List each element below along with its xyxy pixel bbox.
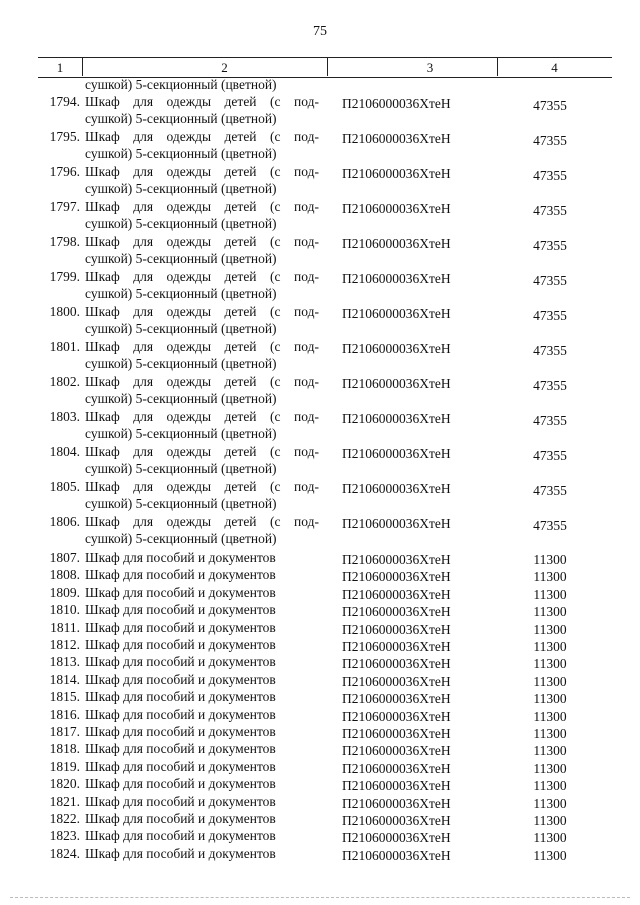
row-price: 11300 [533, 813, 567, 828]
row-code: П2106000036ХтеН [342, 481, 451, 496]
header-col-3: 3 [426, 60, 434, 75]
row-name-line-2: сушкой) 5-секционный (цветной) [85, 391, 277, 406]
row-name-line-2: сушкой) 5-секционный (цветной) [85, 111, 277, 126]
row-number: 1815. [49, 689, 80, 705]
row-number: 1795. [49, 129, 80, 144]
row-name-line-1: Шкаф для одежды детей (с под- [85, 94, 319, 109]
row-name: Шкаф для пособий и документов [85, 637, 276, 652]
row-number: 1823. [49, 828, 80, 844]
row-code: П2106000036ХтеН [342, 621, 451, 637]
row-code: П2106000036ХтеН [342, 271, 451, 286]
row-number: 1805. [49, 479, 80, 494]
row-code: П2106000036ХтеН [342, 552, 451, 567]
row-name [85, 513, 319, 547]
row-price: 11300 [533, 708, 567, 724]
row-code: П2106000036ХтеН [342, 201, 451, 216]
row-number: 1824. [49, 845, 80, 861]
row-name: Шкаф для пособий и документов [85, 811, 276, 826]
row-name-line-1: Шкаф для одежды детей (с под- [85, 234, 319, 249]
row-number: 1811. [50, 619, 80, 635]
row-price: 11300 [533, 691, 567, 707]
row-name: Шкаф для пособий и документов [85, 602, 276, 618]
row-code: П2106000036ХтеН [342, 726, 451, 741]
row-name-line-2: сушкой) 5-секционный (цветной) [85, 531, 277, 546]
row-number: 1816. [49, 706, 80, 722]
row-number: 1812. [49, 637, 80, 652]
row-price: 11300 [533, 569, 567, 585]
row-code: П2106000036ХтеН [342, 830, 451, 846]
row-name: Шкаф для пособий и документов [85, 724, 276, 739]
row-name-line-2: сушкой) 5-секционный (цветной) [85, 356, 277, 371]
row-price: 11300 [533, 656, 567, 672]
row-name [85, 373, 319, 407]
row-number: 1796. [49, 164, 80, 179]
row-number: 1794. [49, 94, 80, 109]
row-number: 1802. [49, 374, 80, 389]
row-name: Шкаф для пособий и документов [85, 741, 276, 757]
row-name: Шкаф для пособий и документов [85, 689, 276, 705]
row-code: П2106000036ХтеН [342, 639, 451, 654]
row-code: П2106000036ХтеН [342, 813, 451, 828]
row-number: 1806. [49, 514, 80, 529]
row-name-line-1: Шкаф для одежды детей (с под- [85, 129, 319, 144]
row-number: 1800. [49, 304, 80, 319]
row-number: 1817. [49, 724, 80, 739]
row-name-line-1: Шкаф для одежды детей (с под- [85, 409, 319, 424]
row-code: П2106000036ХтеН [342, 586, 451, 602]
header-col-2: 2 [221, 60, 228, 75]
row-code: П2106000036ХтеН [342, 691, 451, 707]
row-price: 47355 [533, 378, 567, 393]
row-name: Шкаф для пособий и документов [85, 567, 276, 583]
row-name [85, 128, 319, 162]
row-price: 47355 [533, 273, 567, 288]
row-name-line-1: Шкаф для одежды детей (с под- [85, 479, 319, 494]
bottom-rule [10, 897, 630, 898]
row-code: П2106000036ХтеН [342, 673, 451, 689]
row-price: 47355 [533, 203, 567, 218]
row-name-line-1: Шкаф для одежды детей (с под- [85, 514, 319, 529]
row-name-line-2: сушкой) 5-секционный (цветной) [85, 496, 277, 511]
row-code: П2106000036ХтеН [342, 166, 451, 181]
row-number: 1818. [49, 741, 80, 757]
row-price: 47355 [533, 448, 567, 463]
row-code: П2106000036ХтеН [342, 656, 451, 672]
row-price: 47355 [533, 518, 567, 533]
row-name [85, 443, 319, 477]
row-number: 1798. [49, 234, 80, 249]
row-price: 11300 [533, 795, 567, 811]
row-code: П2106000036ХтеН [342, 341, 451, 356]
row-number: 1819. [49, 758, 80, 774]
row-number: 1820. [49, 776, 80, 792]
row-name: Шкаф для пособий и документов [85, 828, 276, 844]
row-name-line-1: Шкаф для одежды детей (с под- [85, 374, 319, 389]
row-code: П2106000036ХтеН [342, 604, 451, 620]
row-price: 11300 [533, 604, 567, 620]
row-name-line-2: сушкой) 5-секционный (цветной) [85, 461, 277, 476]
row-name [85, 303, 319, 337]
row-number: 1807. [49, 550, 80, 565]
row-price: 11300 [533, 639, 567, 654]
row-number: 1797. [49, 199, 80, 214]
row-name: Шкаф для пособий и документов [85, 706, 276, 722]
row-price: 47355 [533, 308, 567, 323]
row-name: Шкаф для пособий и документов [85, 654, 276, 670]
row-code: П2106000036ХтеН [342, 236, 451, 251]
header-col-1: 1 [56, 60, 64, 75]
row-name: Шкаф для пособий и документов [85, 550, 276, 565]
row-price: 11300 [533, 726, 567, 741]
row-code: П2106000036ХтеН [342, 708, 451, 724]
row-price: 11300 [533, 847, 567, 863]
row-name: Шкаф для пособий и документов [85, 845, 276, 861]
row-name [85, 338, 319, 372]
row-code: П2106000036ХтеН [342, 306, 451, 321]
row-number: 1814. [49, 671, 80, 687]
row-code: П2106000036ХтеН [342, 569, 451, 585]
row-name [85, 163, 319, 197]
row-number: 1822. [49, 811, 80, 826]
row-number: 1803. [49, 409, 80, 424]
row-number: 1821. [49, 793, 80, 809]
row-name-line-1: Шкаф для одежды детей (с под- [85, 199, 319, 214]
row-name-line-2: сушкой) 5-секционный (цветной) [85, 321, 277, 336]
row-price: 11300 [533, 830, 567, 846]
row-price: 47355 [533, 133, 567, 148]
row-price: 11300 [533, 673, 567, 689]
row-name-line-2: сушкой) 5-секционный (цветной) [85, 251, 277, 266]
row-code: П2106000036ХтеН [342, 376, 451, 391]
row-name: Шкаф для пособий и документов [85, 758, 276, 774]
row-number: 1808. [49, 567, 80, 583]
row-number: 1810. [49, 602, 80, 618]
row-code: П2106000036ХтеН [342, 411, 451, 426]
row-code: П2106000036ХтеН [342, 778, 451, 794]
row-name-line-1: Шкаф для одежды детей (с под- [85, 444, 319, 459]
row-number: 1801. [49, 339, 80, 354]
row-price: 11300 [533, 743, 567, 759]
row-name: Шкаф для пособий и документов [85, 584, 276, 600]
row-price: 47355 [533, 343, 567, 358]
row-price: 11300 [533, 552, 567, 567]
row-name-line-2: сушкой) 5-секционный (цветной) [85, 426, 277, 441]
row-price: 11300 [533, 778, 567, 794]
row-code: П2106000036ХтеН [342, 131, 451, 146]
row-name-line-2: сушкой) 5-секционный (цветной) [85, 146, 277, 161]
row-price: 11300 [533, 760, 567, 776]
row-price: 11300 [533, 621, 567, 637]
row-price: 47355 [533, 168, 567, 183]
row-number: 1804. [49, 444, 80, 459]
row-name-line-2: сушкой) 5-секционный (цветной) [85, 216, 277, 231]
row-name-line-1: Шкаф для одежды детей (с под- [85, 304, 319, 319]
row-name: Шкаф для пособий и документов [85, 671, 276, 687]
row-number: 1813. [49, 654, 80, 670]
row-name [85, 93, 319, 127]
row-name: Шкаф для пособий и документов [85, 776, 276, 792]
row-price: 47355 [533, 483, 567, 498]
row-number: 1799. [49, 269, 80, 284]
row-code: П2106000036ХтеН [342, 847, 451, 863]
row-code: П2106000036ХтеН [342, 743, 451, 759]
continuation-line: сушкой) 5-секционный (цветной) [85, 77, 277, 92]
row-name-line-2: сушкой) 5-секционный (цветной) [85, 286, 277, 301]
row-name-line-1: Шкаф для одежды детей (с под- [85, 269, 319, 284]
row-name: Шкаф для пособий и документов [85, 619, 276, 635]
row-name [85, 408, 319, 442]
row-price: 47355 [533, 238, 567, 253]
row-name-line-1: Шкаф для одежды детей (с под- [85, 339, 319, 354]
header-col-4: 4 [551, 60, 558, 75]
row-code: П2106000036ХтеН [342, 760, 451, 776]
row-number: 1809. [49, 584, 80, 600]
page-number: 75 [313, 24, 327, 39]
row-code: П2106000036ХтеН [342, 96, 451, 111]
row-name-line-1: Шкаф для одежды детей (с под- [85, 164, 319, 179]
row-name [85, 198, 319, 232]
row-price: 11300 [533, 586, 567, 602]
row-code: П2106000036ХтеН [342, 795, 451, 811]
row-code: П2106000036ХтеН [342, 446, 451, 461]
row-price: 47355 [533, 413, 567, 428]
row-name-line-2: сушкой) 5-секционный (цветной) [85, 181, 277, 196]
row-price: 47355 [533, 98, 567, 113]
row-name [85, 478, 319, 512]
row-name [85, 268, 319, 302]
row-code: П2106000036ХтеН [342, 516, 451, 531]
row-name: Шкаф для пособий и документов [85, 793, 276, 809]
row-name [85, 233, 319, 267]
